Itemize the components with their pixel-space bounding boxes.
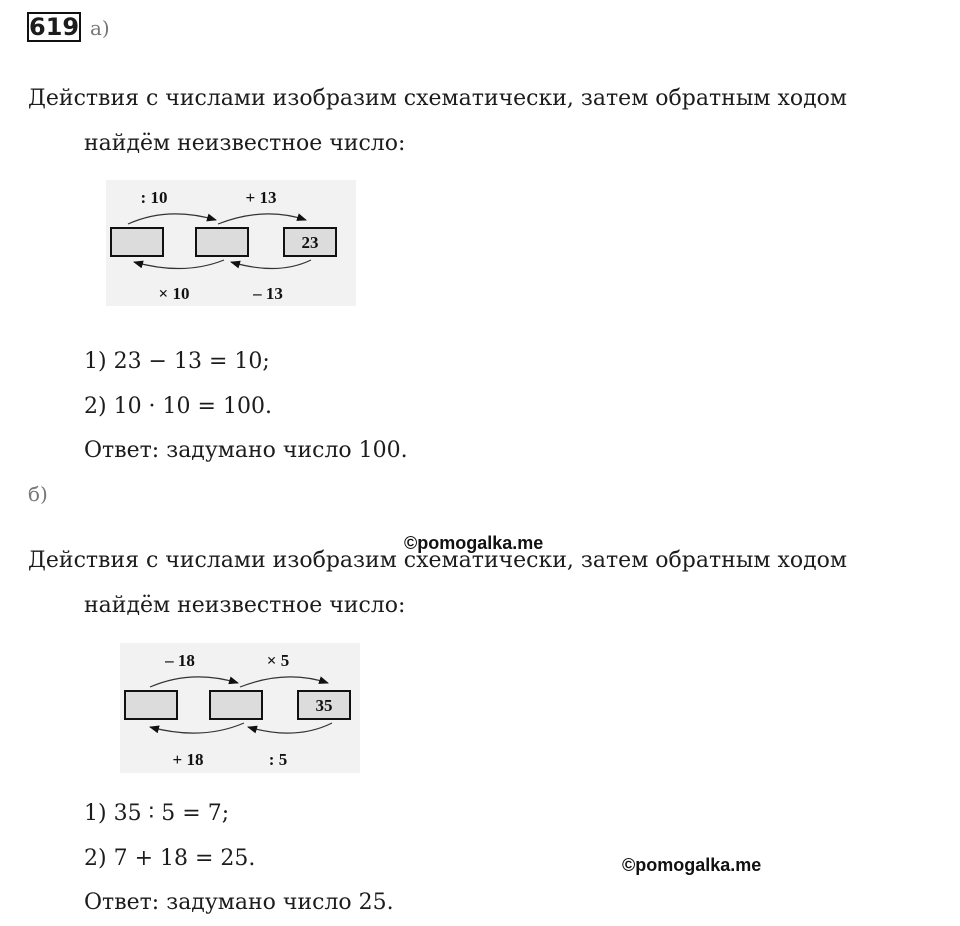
part-b-step-1: 1) 35 ∶ 5 = 7; — [84, 801, 230, 826]
forward-op1-label: – 18 — [165, 651, 195, 670]
part-a-intro-line2: найдём неизвестное число: — [84, 131, 406, 156]
forward-op2-label: × 5 — [266, 651, 290, 670]
watermark-top: ©pomogalka.me — [404, 533, 544, 553]
part-a-label: а) — [90, 16, 110, 40]
part-a-step-2: 2) 10 · 10 = 100. — [84, 394, 272, 419]
problem-number: 619 — [29, 13, 80, 41]
part-a-answer: Ответ: задумано число 100. — [84, 438, 408, 463]
unknown-box-1 — [111, 228, 163, 256]
part-b-step-2: 2) 7 + 18 = 25. — [84, 846, 256, 871]
back-op2-label: : 5 — [268, 750, 288, 769]
part-a-intro-line1: Действия с числами изобразим схематически, затем обратным ходом — [28, 86, 848, 111]
result-value: 35 — [315, 696, 333, 715]
part-b-intro-line1: Действия с числами изобразим схематически, затем обратным ходом — [28, 548, 848, 573]
unknown-box-2 — [196, 228, 248, 256]
forward-op2-label: + 13 — [245, 188, 277, 207]
unknown-box-1 — [125, 691, 177, 719]
watermark-bottom: ©pomogalka.me — [622, 855, 762, 875]
back-op1-label: × 10 — [158, 284, 190, 303]
part-b-intro-line2: найдём неизвестное число: — [84, 593, 406, 618]
back-op2-label: – 13 — [253, 284, 283, 303]
back-op1-label: + 18 — [172, 750, 204, 769]
forward-op1-label: : 10 — [140, 188, 168, 207]
part-b-label: б) — [28, 482, 48, 506]
part-a-scheme-diagram — [106, 180, 356, 306]
result-value: 23 — [301, 233, 319, 252]
unknown-box-2 — [210, 691, 262, 719]
part-b-answer: Ответ: задумано число 25. — [84, 890, 394, 915]
part-a-step-1: 1) 23 − 13 = 10; — [84, 349, 270, 374]
part-b-scheme-diagram — [120, 643, 360, 773]
